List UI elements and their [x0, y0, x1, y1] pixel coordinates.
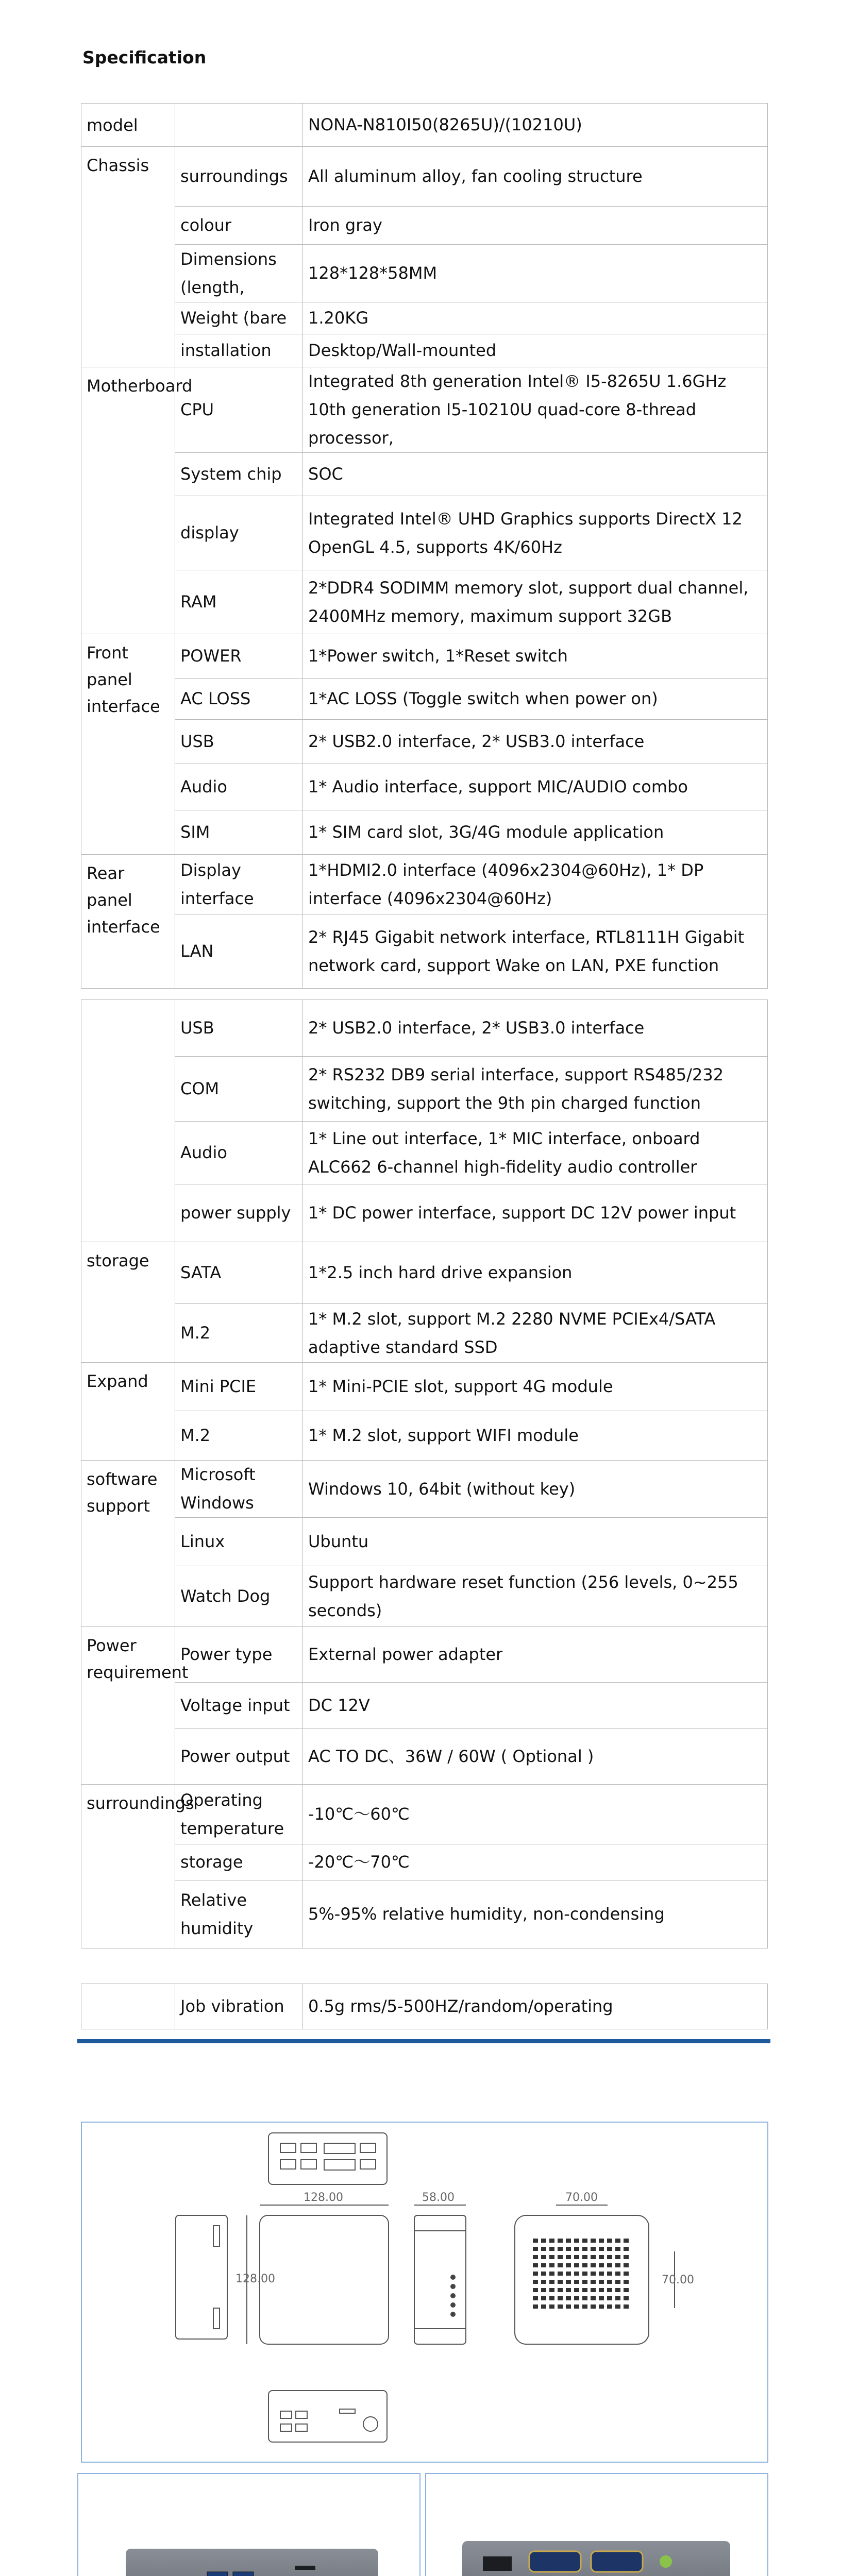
- vent-slot: [599, 2255, 604, 2259]
- vent-slot: [582, 2280, 587, 2284]
- vent-slot: [541, 2272, 546, 2276]
- spec-label: Power type: [175, 1627, 303, 1683]
- dimension-drawing: [82, 2123, 767, 2462]
- spec-value: -20℃～70℃: [303, 1844, 768, 1880]
- spec-value: 1*AC LOSS (Toggle switch when power on): [303, 679, 768, 720]
- spec-value: 5%-95% relative humidity, non-condensing: [303, 1880, 768, 1948]
- vent-slot: [558, 2255, 563, 2259]
- vent-slot: [615, 2255, 620, 2259]
- vent-slot: [549, 2263, 554, 2267]
- spec-value: 1* DC power interface, support DC 12V power input: [303, 1184, 768, 1242]
- rear-view-photo: [426, 2474, 767, 2576]
- spec-row: [81, 1411, 768, 1461]
- spec-label: Power output: [175, 1729, 303, 1785]
- vent-slot: [607, 2239, 612, 2243]
- spec-label: POWER: [175, 634, 303, 679]
- spec-row: [81, 764, 768, 810]
- spec-value: 1* M.2 slot, support M.2 2280 NVME PCIEx4/SATA adaptive standard SSD: [303, 1304, 768, 1363]
- vent-slot: [591, 2239, 596, 2243]
- vent-slot: [615, 2304, 620, 2309]
- spec-row: [81, 1880, 768, 1948]
- spec-row: [81, 334, 768, 367]
- spec-label: Relative humidity: [175, 1880, 303, 1948]
- vent-slot: [599, 2296, 604, 2300]
- spec-value: Integrated 8th generation Intel® I5-8265U 1.6GHz 10th generation I5-10210U quad-core 8-thread processor,: [303, 367, 768, 453]
- spec-category: [81, 1000, 175, 1242]
- spec-value: AC TO DC、36W / 60W ( Optional ): [303, 1729, 768, 1785]
- vent-slot: [574, 2280, 579, 2284]
- spec-label: M.2: [175, 1304, 303, 1363]
- vent-slot: [566, 2247, 571, 2251]
- spec-value: Integrated Intel® UHD Graphics supports DirectX 12 OpenGL 4.5, supports 4K/60Hz: [303, 496, 768, 570]
- spec-row: [81, 720, 768, 764]
- spec-row: [81, 1000, 768, 1057]
- vent-slot: [549, 2255, 554, 2259]
- spec-table-2: [81, 999, 768, 1948]
- spec-value: DC 12V: [303, 1683, 768, 1729]
- spec-row: [81, 1566, 768, 1627]
- drawing-front-view: [260, 2215, 389, 2344]
- vent-slot: [599, 2247, 604, 2251]
- vent-slot: [582, 2263, 587, 2267]
- spec-category: [81, 1984, 175, 2029]
- spec-category: Expand: [81, 1363, 175, 1461]
- spec-row: [81, 634, 768, 679]
- front-view-photo-panel: [77, 2473, 420, 2576]
- spec-value: NONA-N810I50(8265U)/(10210U): [303, 104, 768, 147]
- spec-row: [81, 1057, 768, 1122]
- vent-slot: [566, 2304, 571, 2309]
- drawing-top-view: [268, 2133, 387, 2184]
- vent-slot: [624, 2280, 629, 2284]
- vent-slot: [615, 2280, 620, 2284]
- vent-slot: [624, 2272, 629, 2276]
- spec-label: M.2: [175, 1411, 303, 1461]
- spec-label: USB: [175, 720, 303, 764]
- vent-slot: [533, 2255, 538, 2259]
- spec-value: 1*2.5 inch hard drive expansion: [303, 1242, 768, 1304]
- spec-label: SATA: [175, 1242, 303, 1304]
- spec-row: [81, 367, 768, 453]
- spec-value: 1* SIM card slot, 3G/4G module application: [303, 810, 768, 855]
- vent-slot: [541, 2280, 546, 2284]
- spec-label: LAN: [175, 914, 303, 989]
- spec-value: 1* M.2 slot, support WIFI module: [303, 1411, 768, 1461]
- vent-slot: [624, 2255, 629, 2259]
- spec-value: 1.20KG: [303, 302, 768, 334]
- vent-slot: [591, 2255, 596, 2259]
- rear-view-photo-panel: [425, 2473, 768, 2576]
- spec-label: Audio: [175, 1122, 303, 1184]
- vent-slot: [591, 2296, 596, 2300]
- vent-slot: [574, 2304, 579, 2309]
- spec-category: Power requirement: [81, 1627, 175, 1785]
- spec-row: [81, 245, 768, 302]
- vent-slot: [574, 2263, 579, 2267]
- dimension-drawing-panel: [81, 2122, 768, 2463]
- spec-value: 1* Audio interface, support MIC/AUDIO combo: [303, 764, 768, 810]
- vent-slot: [541, 2255, 546, 2259]
- vent-slot: [599, 2288, 604, 2292]
- vent-slot: [533, 2272, 538, 2276]
- spec-label: surroundings: [175, 147, 303, 207]
- vent-slot: [582, 2296, 587, 2300]
- vent-slot: [599, 2304, 604, 2309]
- dimension-mount-height-label: 70.00: [662, 2274, 694, 2286]
- spec-row: [81, 855, 768, 914]
- spec-label: storage: [175, 1844, 303, 1880]
- spec-value: 0.5g rms/5-500HZ/random/operating: [303, 1984, 768, 2029]
- vent-slot: [549, 2280, 554, 2284]
- vent-slot: [591, 2263, 596, 2267]
- spec-row: [81, 1683, 768, 1729]
- spec-label: System chip: [175, 453, 303, 496]
- vent-slot: [533, 2247, 538, 2251]
- spec-category: surroundings: [81, 1785, 175, 1948]
- spec-label: Weight (bare: [175, 302, 303, 334]
- vent-slot: [582, 2304, 587, 2309]
- vent-slot: [599, 2272, 604, 2276]
- spec-row: [81, 207, 768, 245]
- vent-slot: [582, 2247, 587, 2251]
- vent-slot: [607, 2280, 612, 2284]
- vent-slot: [574, 2288, 579, 2292]
- vent-slot: [574, 2247, 579, 2251]
- vent-slot: [615, 2272, 620, 2276]
- spec-row: [81, 1122, 768, 1184]
- spec-table-1: [81, 103, 768, 989]
- vent-slot: [549, 2304, 554, 2309]
- vent-slot: [591, 2247, 596, 2251]
- spec-row: [81, 1729, 768, 1785]
- spec-label: Display interface: [175, 855, 303, 914]
- spec-row: [81, 1518, 768, 1566]
- spec-category: Motherboard: [81, 367, 175, 634]
- spec-row: [81, 1785, 768, 1844]
- spec-category: storage: [81, 1242, 175, 1363]
- spec-category: Chassis: [81, 147, 175, 367]
- spec-label: COM: [175, 1057, 303, 1122]
- spec-table-3: [81, 1984, 768, 2029]
- vent-slot: [624, 2247, 629, 2251]
- vent-slot: [615, 2296, 620, 2300]
- vent-slot: [582, 2272, 587, 2276]
- spec-row: [81, 1984, 768, 2029]
- spec-label: display: [175, 496, 303, 570]
- vent-slot: [624, 2296, 629, 2300]
- vent-slot: [566, 2255, 571, 2259]
- vent-slot: [533, 2296, 538, 2300]
- spec-category: Rear panel interface: [81, 855, 175, 989]
- spec-label: power supply: [175, 1184, 303, 1242]
- spec-value: External power adapter: [303, 1627, 768, 1683]
- vent-slot: [574, 2272, 579, 2276]
- spec-row: [81, 570, 768, 634]
- vent-slot: [566, 2239, 571, 2243]
- spec-row: [81, 453, 768, 496]
- spec-row: [81, 147, 768, 207]
- vent-slot: [574, 2239, 579, 2243]
- drawing-right-view: [414, 2215, 466, 2344]
- vent-slot: [615, 2247, 620, 2251]
- vent-slot: [607, 2272, 612, 2276]
- spec-value: Support hardware reset function (256 levels, 0~255 seconds): [303, 1566, 768, 1627]
- vent-slot: [558, 2280, 563, 2284]
- vent-slot: [624, 2239, 629, 2243]
- vent-slot: [591, 2304, 596, 2309]
- spec-value: 2* RJ45 Gigabit network interface, RTL8111H Gigabit network card, support Wake on LAN, PXE function: [303, 914, 768, 989]
- spec-value: 1* Mini-PCIE slot, support 4G module: [303, 1363, 768, 1411]
- vent-slot: [558, 2304, 563, 2309]
- vent-slot: [533, 2304, 538, 2309]
- spec-label: AC LOSS: [175, 679, 303, 720]
- vent-slot: [558, 2288, 563, 2292]
- vent-slot: [549, 2239, 554, 2243]
- dimension-mount-width-label: 70.00: [565, 2191, 598, 2204]
- spec-label: Mini PCIE: [175, 1363, 303, 1411]
- spec-value: Iron gray: [303, 207, 768, 245]
- spec-row: [81, 496, 768, 570]
- dimension-width-label: 128.00: [304, 2191, 343, 2204]
- vent-slot: [558, 2296, 563, 2300]
- spec-label: CPU: [175, 367, 303, 453]
- vent-slot: [582, 2239, 587, 2243]
- spec-category: Front panel interface: [81, 634, 175, 855]
- spec-value: 1* Line out interface, 1* MIC interface, onboard ALC662 6-channel high-fidelity audio controller: [303, 1122, 768, 1184]
- spec-value: 128*128*58MM: [303, 245, 768, 302]
- spec-label: Job vibration: [175, 1984, 303, 2029]
- vent-slot: [615, 2263, 620, 2267]
- spec-row: [81, 1184, 768, 1242]
- spec-row: [81, 1627, 768, 1683]
- vent-slot: [566, 2272, 571, 2276]
- vent-slot: [558, 2263, 563, 2267]
- vent-slot: [574, 2296, 579, 2300]
- spec-value: 1*Power switch, 1*Reset switch: [303, 634, 768, 679]
- spec-value: 2* USB2.0 interface, 2* USB3.0 interface: [303, 1000, 768, 1057]
- vent-slot: [591, 2280, 596, 2284]
- vent-slot: [558, 2239, 563, 2243]
- vent-slot: [591, 2288, 596, 2292]
- vent-slot: [541, 2239, 546, 2243]
- front-view-photo: [78, 2474, 419, 2576]
- spec-label: Watch Dog: [175, 1566, 303, 1627]
- vent-slot: [607, 2296, 612, 2300]
- vent-slot: [566, 2263, 571, 2267]
- vent-slot: [549, 2272, 554, 2276]
- spec-label: installation: [175, 334, 303, 367]
- spec-category: software support: [81, 1461, 175, 1627]
- spec-label: colour: [175, 207, 303, 245]
- spec-value: Desktop/Wall-mounted: [303, 334, 768, 367]
- spec-row: [81, 302, 768, 334]
- vent-slot: [624, 2288, 629, 2292]
- spec-value: 2* USB2.0 interface, 2* USB3.0 interface: [303, 720, 768, 764]
- spec-row: [81, 914, 768, 989]
- vent-slot: [566, 2288, 571, 2292]
- vent-slot: [541, 2247, 546, 2251]
- spec-value: 2*DDR4 SODIMM memory slot, support dual channel, 2400MHz memory, maximum support 32GB: [303, 570, 768, 634]
- spec-row: [81, 104, 768, 147]
- spec-label: RAM: [175, 570, 303, 634]
- vent-slot: [607, 2288, 612, 2292]
- spec-value: Windows 10, 64bit (without key): [303, 1461, 768, 1518]
- spec-row: [81, 1363, 768, 1411]
- vent-slot: [615, 2288, 620, 2292]
- spec-label: Audio: [175, 764, 303, 810]
- section-divider: [77, 2039, 770, 2043]
- spec-row: [81, 810, 768, 855]
- vent-slot: [582, 2288, 587, 2292]
- vent-slot: [549, 2247, 554, 2251]
- vent-slot: [574, 2255, 579, 2259]
- spec-label: Linux: [175, 1518, 303, 1566]
- vent-slot: [599, 2280, 604, 2284]
- spec-value: SOC: [303, 453, 768, 496]
- vent-slot: [533, 2263, 538, 2267]
- vent-slot: [533, 2288, 538, 2292]
- vent-slot: [591, 2272, 596, 2276]
- dimension-depth-label: 58.00: [422, 2191, 455, 2204]
- vent-slot: [541, 2263, 546, 2267]
- spec-row: [81, 1844, 768, 1880]
- spec-row: [81, 679, 768, 720]
- vent-slot: [533, 2280, 538, 2284]
- vent-slot: [599, 2263, 604, 2267]
- vent-slot: [624, 2304, 629, 2309]
- vent-slot: [558, 2272, 563, 2276]
- drawing-front-panel-view: [268, 2391, 387, 2442]
- vent-slot: [549, 2288, 554, 2292]
- spec-label: SIM: [175, 810, 303, 855]
- page-title: Specification: [82, 47, 207, 67]
- vent-slot: [607, 2255, 612, 2259]
- spec-category: model: [81, 104, 175, 147]
- vent-slot: [541, 2296, 546, 2300]
- vent-slot: [566, 2280, 571, 2284]
- vent-slot: [607, 2304, 612, 2309]
- vent-slot: [541, 2288, 546, 2292]
- vent-slot: [541, 2304, 546, 2309]
- spec-label: Dimensions (length,: [175, 245, 303, 302]
- dimension-height-label: 128.00: [236, 2273, 275, 2285]
- spec-value: 1*HDMI2.0 interface (4096x2304@60Hz), 1* DP interface (4096x2304@60Hz): [303, 855, 768, 914]
- spec-label: USB: [175, 1000, 303, 1057]
- vent-slot: [549, 2296, 554, 2300]
- vent-slot: [607, 2263, 612, 2267]
- spec-value: -10℃～60℃: [303, 1785, 768, 1844]
- vent-slot: [533, 2239, 538, 2243]
- spec-value: All aluminum alloy, fan cooling structure: [303, 147, 768, 207]
- vent-slot: [615, 2239, 620, 2243]
- vent-slot: [607, 2247, 612, 2251]
- vent-slot: [624, 2263, 629, 2267]
- spec-label: Microsoft Windows: [175, 1461, 303, 1518]
- spec-label: Voltage input: [175, 1683, 303, 1729]
- spec-row: [81, 1461, 768, 1518]
- spec-row: [81, 1304, 768, 1363]
- spec-row: [81, 1242, 768, 1304]
- spec-label: Operating temperature: [175, 1785, 303, 1844]
- spec-label: [175, 104, 303, 147]
- vent-slot: [582, 2255, 587, 2259]
- vent-slot: [599, 2239, 604, 2243]
- vent-slot: [566, 2296, 571, 2300]
- spec-value: 2* RS232 DB9 serial interface, support RS485/232 switching, support the 9th pin charged function: [303, 1057, 768, 1122]
- vent-slot: [558, 2247, 563, 2251]
- spec-value: Ubuntu: [303, 1518, 768, 1566]
